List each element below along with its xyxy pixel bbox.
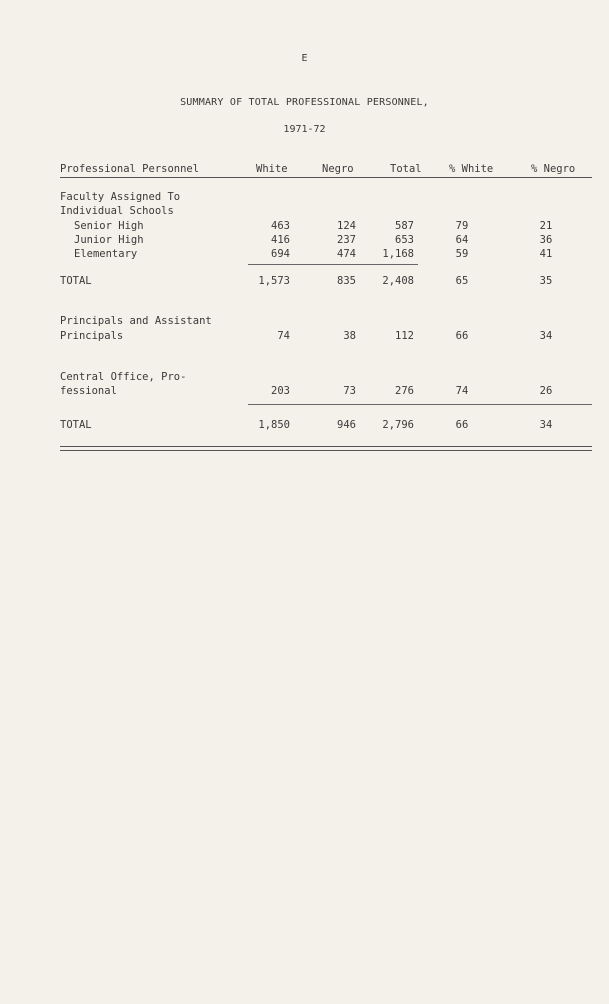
cell-total: 1,168 xyxy=(382,248,414,260)
cell-pct-negro: 41 xyxy=(539,248,553,260)
cell-pct-negro: 21 xyxy=(539,220,553,232)
row-label: Elementary xyxy=(74,248,138,260)
header-total: Total xyxy=(390,163,422,175)
cell-pct-white: 65 xyxy=(455,275,469,287)
document-subtitle: 1971-72 xyxy=(283,124,326,135)
section-label: Faculty Assigned To xyxy=(60,191,181,203)
row-label: Central Office, Pro- xyxy=(60,371,187,383)
cell-total: 276 xyxy=(395,385,414,397)
section-label-row xyxy=(60,315,592,329)
cell-pct-white: 66 xyxy=(455,419,469,431)
header-pct-negro: % Negro xyxy=(531,163,576,175)
double-rule-top xyxy=(60,446,592,447)
row-label: Junior High xyxy=(74,234,144,246)
cell-pct-white: 66 xyxy=(455,330,469,342)
row-label: fessional xyxy=(60,385,117,397)
table-row xyxy=(60,385,592,399)
header-negro: Negro xyxy=(322,163,354,175)
cell-total: 2,796 xyxy=(382,419,414,431)
cell-white: 203 xyxy=(271,385,290,397)
table-header xyxy=(60,163,592,177)
row-label: Senior High xyxy=(74,220,144,232)
section-label: Individual Schools xyxy=(60,205,174,217)
cell-pct-white: 74 xyxy=(455,385,469,397)
table-row xyxy=(60,330,592,344)
cell-pct-white: 64 xyxy=(455,234,469,246)
cell-total: 2,408 xyxy=(382,275,414,287)
section-label-row xyxy=(60,371,592,385)
page-letter: E xyxy=(301,53,308,64)
grand-total-rule xyxy=(248,404,592,405)
table-row xyxy=(60,234,592,248)
cell-pct-negro: 26 xyxy=(539,385,553,397)
grand-total-row xyxy=(60,419,592,433)
cell-white: 74 xyxy=(277,330,290,342)
header-pct-white: % White xyxy=(449,163,494,175)
row-label: Principals and Assistant xyxy=(60,315,212,327)
cell-negro: 835 xyxy=(337,275,356,287)
cell-negro: 474 xyxy=(337,248,356,260)
table-row xyxy=(60,248,592,262)
document-title: SUMMARY OF TOTAL PROFESSIONAL PERSONNEL, xyxy=(180,97,429,108)
row-label: Principals xyxy=(60,330,124,342)
section-label-row xyxy=(60,205,592,219)
cell-pct-negro: 35 xyxy=(539,275,553,287)
section-label-row xyxy=(60,191,592,205)
cell-negro: 946 xyxy=(337,419,356,431)
row-label: TOTAL xyxy=(60,275,92,287)
cell-white: 416 xyxy=(271,234,290,246)
row-label: TOTAL xyxy=(60,419,92,431)
cell-pct-negro: 36 xyxy=(539,234,553,246)
double-rule-bottom xyxy=(60,450,592,451)
cell-pct-negro: 34 xyxy=(539,419,553,431)
subtotal-row xyxy=(60,275,592,289)
cell-negro: 38 xyxy=(343,330,356,342)
cell-negro: 237 xyxy=(337,234,356,246)
subtotal-rule xyxy=(248,264,418,265)
cell-white: 463 xyxy=(271,220,290,232)
header-white: White xyxy=(256,163,288,175)
cell-white: 694 xyxy=(271,248,290,260)
cell-total: 112 xyxy=(395,330,414,342)
cell-negro: 73 xyxy=(343,385,356,397)
cell-white: 1,573 xyxy=(258,275,290,287)
cell-pct-white: 59 xyxy=(455,248,469,260)
header-underline xyxy=(60,177,592,178)
cell-total: 653 xyxy=(395,234,414,246)
cell-white: 1,850 xyxy=(258,419,290,431)
cell-negro: 124 xyxy=(337,220,356,232)
table-row xyxy=(60,220,592,234)
header-professional-personnel: Professional Personnel xyxy=(60,163,200,175)
cell-total: 587 xyxy=(395,220,414,232)
cell-pct-white: 79 xyxy=(455,220,469,232)
cell-pct-negro: 34 xyxy=(539,330,553,342)
